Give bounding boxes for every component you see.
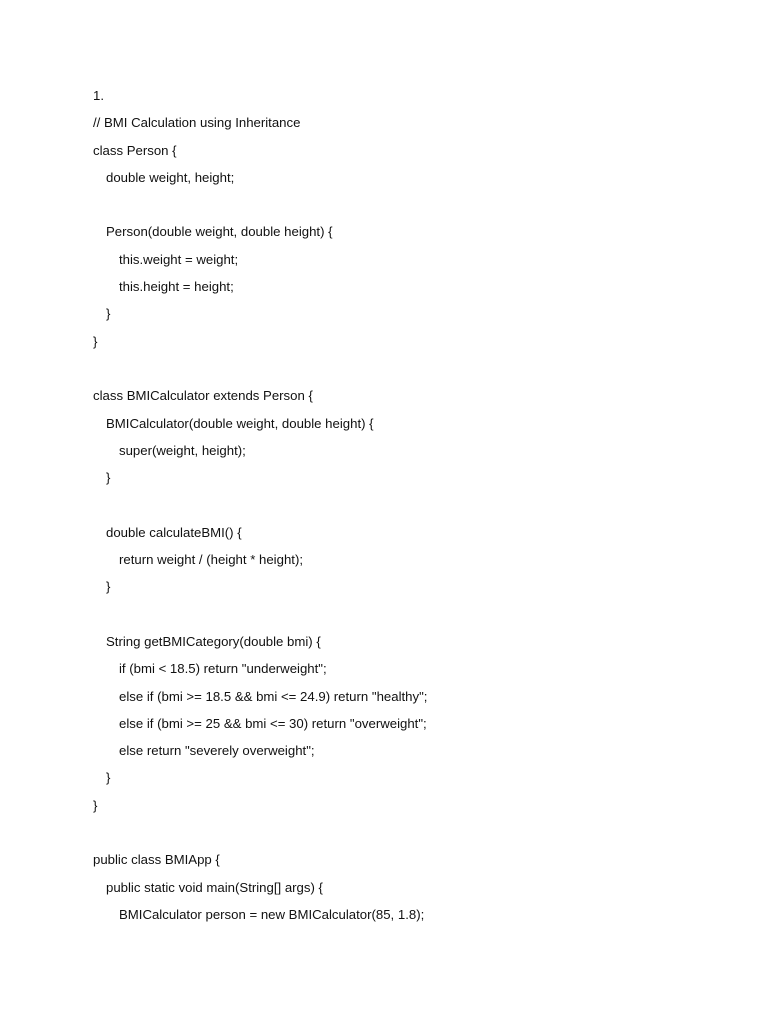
blank-line	[93, 601, 713, 628]
code-line: 1.	[93, 88, 104, 103]
code-line: else if (bmi >= 18.5 && bmi <= 24.9) return "healthy";	[119, 688, 428, 704]
code-line: String getBMICategory(double bmi) {	[106, 633, 321, 649]
code-line: BMICalculator person = new BMICalculator(85, 1.8);	[119, 906, 425, 922]
code-line: double weight, height;	[106, 169, 235, 185]
code-line: }	[93, 333, 98, 349]
code-line: }	[106, 470, 111, 486]
code-line: else if (bmi >= 25 && bmi <= 30) return "overweight";	[119, 715, 427, 731]
code-line: class Person {	[93, 142, 177, 158]
code-line: double calculateBMI() {	[106, 524, 242, 540]
blank-line	[93, 491, 713, 518]
code-listing	[93, 82, 713, 928]
code-line: this.height = height;	[119, 279, 234, 295]
code-line: else return "severely overweight";	[119, 743, 315, 759]
code-line: // BMI Calculation using Inheritance	[93, 115, 301, 131]
code-line: }	[106, 579, 111, 595]
code-line: class BMICalculator extends Person {	[93, 388, 313, 404]
blank-line	[93, 191, 713, 218]
code-line: public static void main(String[] args) {	[106, 879, 323, 895]
code-line: this.weight = weight;	[119, 251, 239, 267]
code-line: return weight / (height * height);	[119, 552, 303, 568]
code-line: }	[106, 770, 111, 786]
code-line: Person(double weight, double height) {	[106, 224, 333, 240]
code-line: super(weight, height);	[119, 442, 246, 458]
code-line: }	[93, 797, 98, 813]
blank-line	[93, 355, 713, 382]
code-line: if (bmi < 18.5) return "underweight";	[119, 661, 327, 677]
code-line: }	[106, 306, 111, 322]
blank-line	[93, 819, 713, 846]
code-line: BMICalculator(double weight, double height) {	[106, 415, 374, 431]
code-line: public class BMIApp {	[93, 852, 220, 868]
